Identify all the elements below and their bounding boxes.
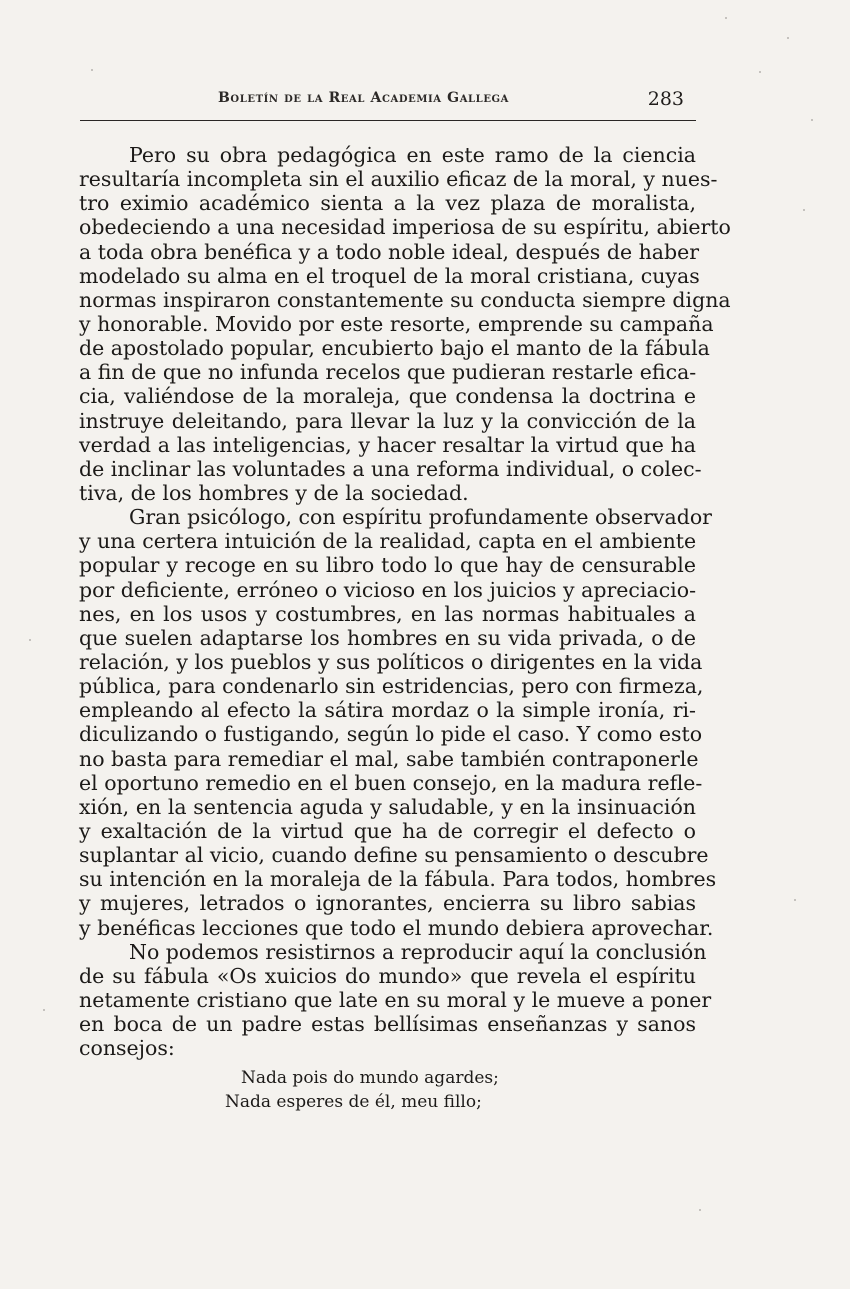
text-line: xión, en la sentencia aguda y saludable, y en la insinuación: [79, 794, 696, 819]
text-line: pública, para condenarlo sin estridencias, pero con firmeza,: [79, 674, 704, 699]
text-line: y benéficas lecciones que todo el mundo debiera aprovechar.: [79, 915, 714, 940]
text-line: suplantar al vicio, cuando define su pensamiento o descubre: [79, 843, 709, 868]
text-line: y una certera intuición de la realidad, capta en el ambiente: [79, 529, 697, 554]
text-line: de su fábula «Os xuicios do mundo» que revela el espíritu: [79, 963, 696, 988]
text-line: verdad a las inteligencias, y hacer resaltar la virtud que ha: [79, 432, 696, 457]
text-line: instruye deleitando, para llevar la luz y la convicción de la: [79, 408, 696, 433]
text-line: de apostolado popular, encubierto bajo el manto de la fábula: [79, 336, 710, 361]
text-line: empleando al efecto la sátira mordaz o la simple ironía, ri-: [79, 698, 696, 723]
paragraph-1: [79, 143, 731, 505]
text-line: a toda obra benéfica y a todo noble ideal, después de haber: [79, 239, 700, 264]
text-line: no basta para remediar el mal, sabe también contraponerle: [79, 746, 699, 771]
text-line: relación, y los pueblos y sus políticos o dirigentes en la vida: [79, 649, 703, 674]
text-line: Gran psicólogo, con espíritu profundamente observador: [129, 505, 712, 530]
text-line: normas inspiraron constantemente su conducta siempre digna: [79, 287, 731, 312]
text-line: tro eximio académico sienta a la vez plaza de moralista,: [79, 191, 696, 216]
text-line: y exaltación de la virtud que ha de corregir el defecto o: [79, 818, 696, 843]
text-line: modelado su alma en el troquel de la moral cristiana, cuyas: [79, 263, 700, 288]
text-line: netamente cristiano que late en su moral y le mueve a poner: [79, 987, 712, 1012]
text-line: y honorable. Movido por este resorte, emprende su campaña: [79, 311, 714, 336]
text-line: a fin de que no infunda recelos que pudieran restarle efica-: [79, 360, 697, 385]
text-line: popular y recoge en su libro todo lo que hay de censurable: [79, 553, 696, 578]
text-line: resultaría incompleta sin el auxilio eficaz de la moral, y nues-: [79, 167, 718, 192]
verse-line: Nada pois do mundo agardes;: [241, 1068, 499, 1089]
text-line: y mujeres, letrados o ignorantes, encierra su libro sabias: [79, 891, 696, 916]
running-head-title: Boletín de la Real Academia Gallega: [218, 90, 510, 106]
text-line: en boca de un padre estas bellísimas enseñanzas y sanos: [79, 1012, 696, 1037]
text-body: [79, 143, 731, 1114]
running-header: [80, 86, 696, 121]
paragraph-3: [79, 939, 712, 1061]
paragraph-2: [79, 505, 717, 940]
text-line: nes, en los usos y costumbres, en las normas habituales a: [79, 601, 696, 626]
verse-quote: [79, 1066, 696, 1114]
text-line: que suelen adaptarse los hombres en su vida privada, o de: [79, 625, 696, 650]
text-line: el oportuno remedio en el buen consejo, en la madura refle-: [79, 770, 703, 795]
text-line: de inclinar las voluntades a una reforma individual, o colec-: [79, 456, 702, 481]
text-line: obedeciendo a una necesidad imperiosa de su espíritu, abierto: [79, 215, 731, 240]
page-number: 283: [647, 88, 684, 110]
text-line: Pero su obra pedagógica en este ramo de la ciencia: [129, 143, 696, 167]
text-line: cia, valiéndose de la moraleja, que condensa la doctrina e: [79, 384, 696, 409]
verse-line: Nada esperes de él, meu fillo;: [225, 1092, 482, 1113]
text-line: su intención en la moraleja de la fábula. Para todos, hombres: [79, 867, 717, 892]
text-line: por deficiente, erróneo o vicioso en los juicios y apreciacio-: [79, 577, 696, 602]
text-line: tiva, de los hombres y de la sociedad.: [79, 480, 469, 505]
text-line: diculizando o fustigando, según lo pide el caso. Y como esto: [79, 722, 703, 747]
text-line: No podemos resistirnos a reproducir aquí la conclusión: [129, 939, 707, 964]
text-line: consejos:: [79, 1036, 175, 1061]
